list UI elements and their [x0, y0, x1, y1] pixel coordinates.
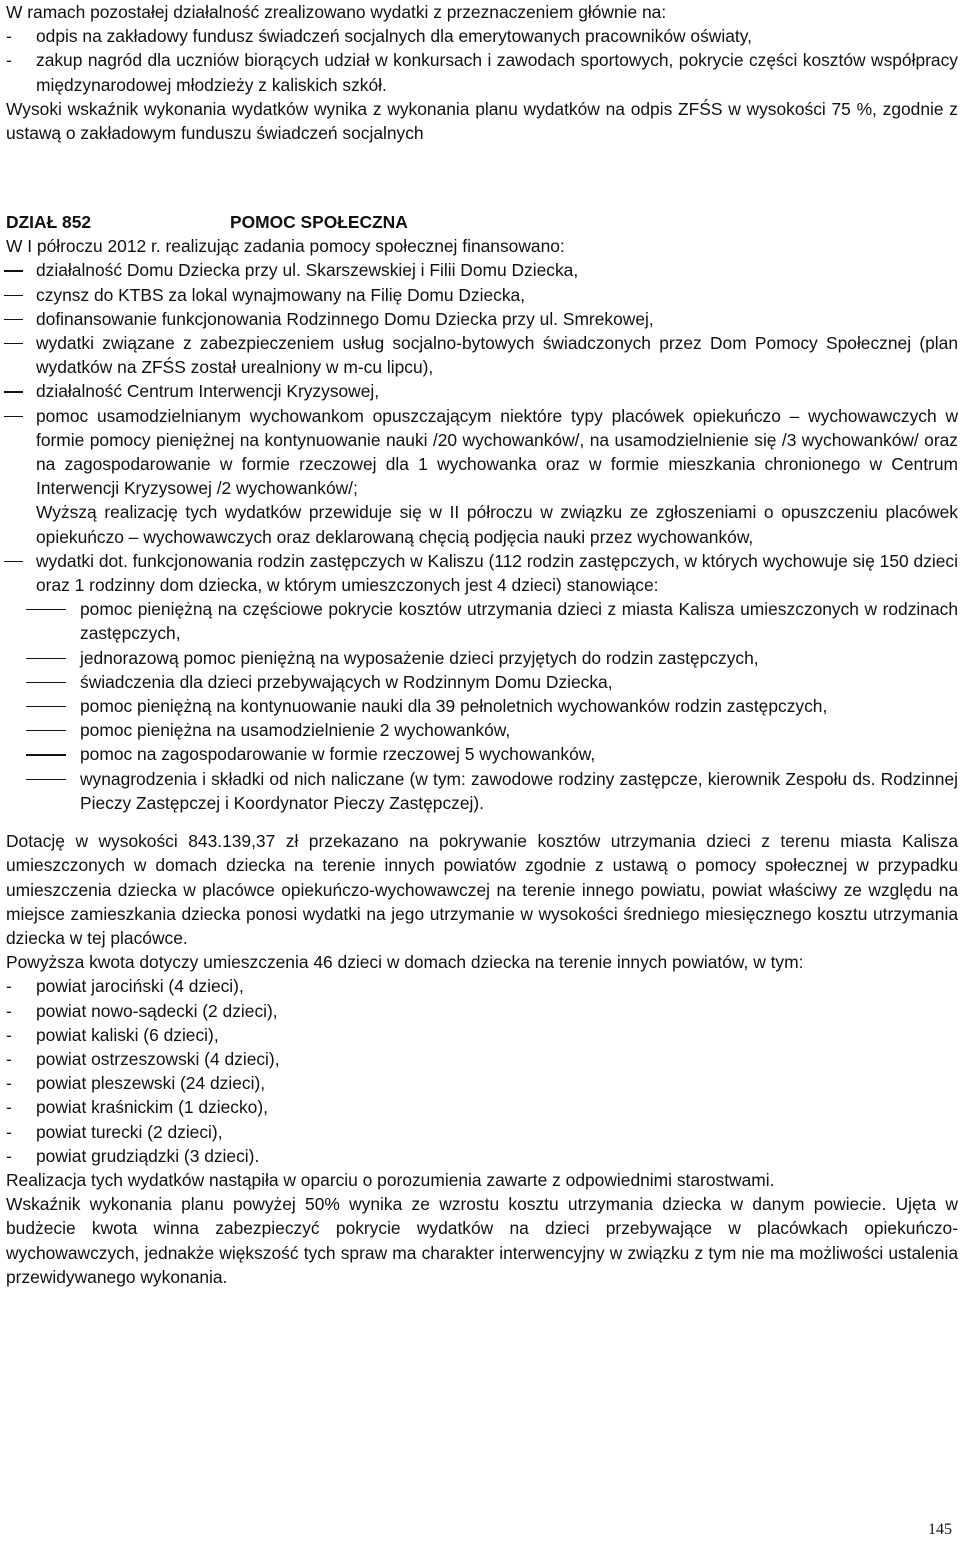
em-dash-marker	[26, 706, 66, 707]
powiat-text: powiat grudziądzki (3 dzieci).	[36, 1145, 260, 1166]
powiat-text: powiat kraśnickim (1 dziecko),	[36, 1097, 268, 1118]
intro-item-text: zakup nagród dla uczniów biorących udział w konkursach i zawodach sportowych, pokrycie części kosztów współpracy międzynarodowej młodzieży z kaliskich szkół.	[36, 50, 958, 95]
section-number: DZIAŁ 852	[6, 212, 92, 233]
intro-item-text: odpis na zakładowy fundusz świadczeń socjalnych dla emerytowanych pracowników oświaty,	[36, 26, 752, 47]
section-sub-item	[6, 597, 958, 645]
intro-note: Wysoki wskaźnik wykonania wydatków wynika z wykonania planu wydatków na odpis ZFŚS w wysokości 75 %, zgodnie z ustawą o zakładowym funduszu świadczeń socjalnych	[6, 98, 958, 144]
section-sub-item	[6, 767, 958, 815]
powiat-list-item	[6, 1144, 958, 1168]
section-item-extra-text: Wyższą realizację tych wydatków przewiduje się w II półroczu w związku ze zgłoszeniami o opuszczeniu placówek opiekuńczo – wychowawczych oraz deklarowaną chęcią podjęcia nauki przez wychowanków,	[36, 502, 958, 547]
section-list-item	[6, 283, 958, 307]
em-dash-marker	[4, 416, 23, 417]
section-list-item	[6, 549, 958, 597]
powiat-text: powiat jarociński (4 dzieci),	[36, 976, 244, 997]
dash-marker: -	[6, 1000, 12, 1021]
em-dash-marker	[26, 658, 66, 659]
dash-marker: -	[6, 976, 12, 997]
em-dash-marker	[4, 391, 23, 392]
sub-item-text: pomoc pieniężna na usamodzielnienie 2 wychowanków,	[80, 720, 511, 741]
section-heading	[6, 210, 958, 234]
dash-marker: -	[6, 1073, 12, 1094]
em-dash-marker	[26, 754, 66, 755]
page-number: 145	[928, 1521, 952, 1538]
section-sub-item	[6, 646, 958, 670]
section-title: POMOC SPOŁECZNA	[230, 212, 408, 233]
paragraph-gap	[6, 815, 958, 829]
powiat-text: powiat kaliski (6 dzieci),	[36, 1024, 219, 1045]
powiat-list-item	[6, 999, 958, 1023]
powiat-list-item	[6, 1120, 958, 1144]
section-item-text: pomoc usamodzielnianym wychowankom opuszczającym niektóre typy placówek opiekuńczo – wychowawczych w formie pomocy pieniężnej na kontynuowanie nauki /20 wychowanków/, na usamodzielnienie się /3 wychowanków/ oraz na zagospodarowanie w formie rzeczowej dla 1 wychowanka oraz w formie mieszkania chronionego w Centrum Interwencji Kryzysowej /2 wychowanków/;	[36, 405, 958, 499]
em-dash-marker	[4, 270, 23, 271]
powiat-text: powiat turecki (2 dzieci),	[36, 1121, 223, 1142]
powiat-list-item	[6, 1071, 958, 1095]
powiat-list-item	[6, 1023, 958, 1047]
dash-marker: -	[6, 50, 12, 71]
em-dash-marker	[4, 319, 23, 320]
section-list-item	[6, 379, 958, 403]
powiat-text: powiat nowo-sądecki (2 dzieci),	[36, 1000, 278, 1021]
em-dash-marker	[4, 561, 23, 562]
section-item-text: czynsz do KTBS za lokal wynajmowany na Filię Domu Dziecka,	[36, 284, 526, 305]
sub-item-text: pomoc na zagospodarowanie w formie rzeczowej 5 wychowanków,	[80, 744, 596, 765]
intro-line: W ramach pozostałej działalność zrealizowano wydatki z przeznaczeniem głównie na:	[6, 2, 667, 22]
powiat-text: powiat ostrzeszowski (4 dzieci),	[36, 1048, 280, 1069]
powiat-text: powiat pleszewski (24 dzieci),	[36, 1073, 266, 1094]
section-sub-item	[6, 718, 958, 742]
section-sub-item	[6, 670, 958, 694]
section-sub-item	[6, 694, 958, 718]
dash-marker: -	[6, 1145, 12, 1166]
section-lead: W I półroczu 2012 r. realizując zadania pomocy społecznej finansowano:	[6, 236, 565, 257]
em-dash-marker	[26, 779, 66, 780]
powiat-list-item	[6, 974, 958, 998]
section-item-text: wydatki dot. funkcjonowania rodzin zastępczych w Kaliszu (112 rodzin zastępczych, w których wychowuje się 150 dzieci oraz 1 rodzinny dom dziecka, w którym umieszczonych jest 4 dzieci) stanowiące:	[36, 550, 958, 596]
section-item-continuation	[6, 500, 958, 548]
dash-marker: -	[6, 1048, 12, 1069]
em-dash-marker	[26, 730, 66, 731]
section-item-text: działalność Domu Dziecka przy ul. Skarszewskiej i Filii Domu Dziecka,	[36, 260, 579, 281]
em-dash-marker	[4, 343, 23, 344]
section-item-text: dofinansowanie funkcjonowania Rodzinnego Domu Dziecka przy ul. Smrekowej,	[36, 308, 654, 329]
sub-item-text: pomoc pieniężną na częściowe pokrycie kosztów utrzymania dzieci z miasta Kalisza umieszczonych w rodzinach zastępczych,	[80, 599, 958, 644]
em-dash-marker	[4, 295, 23, 296]
dotacja-paragraph: Wskaźnik wykonania planu powyżej 50% wynika ze wzrostu kosztu utrzymania dziecka w danym powiecie. Ujęta w budżecie kwota winna zabezpieczyć pokrycie wydatków na dzieci przebywające w placówkach opiekuńczo-wychowawczych, jednakże większość tych spraw ma charakter interwencyjny w związku z tym nie ma możliwości ustalenia przewidywanego wykonania.	[6, 1194, 958, 1287]
document-page	[6, 0, 958, 1289]
section-sub-item	[6, 742, 958, 766]
dash-marker: -	[6, 1024, 12, 1045]
powiat-list-item	[6, 1095, 958, 1119]
section-list-item	[6, 331, 958, 379]
em-dash-marker	[26, 609, 66, 610]
sub-item-text: świadczenia dla dzieci przebywających w Rodzinnym Domu Dziecka,	[80, 671, 613, 692]
dash-marker: -	[6, 26, 12, 47]
dotacja-paragraph: Dotację w wysokości 843.139,37 zł przekazano na pokrywanie kosztów utrzymania dzieci z terenu miasta Kalisza umieszczonych w domach dziecka na terenie innych powiatów zgodnie z ustawą o pomocy społecznej w przypadku umieszczenia dziecka w placówce opiekuńczo-wychowawczej na terenie innego powiatu, powiat właściwy ze względu na miejsce zamieszkania dziecka ponosi wydatki na jego utrzymanie w wysokości średniego miesięcznego kosztu utrzymania dziecka w tej placówce.	[6, 831, 958, 948]
sub-item-text: jednorazową pomoc pieniężną na wyposażenie dzieci przyjętych do rodzin zastępczych,	[80, 647, 759, 668]
section-list-item	[6, 258, 958, 282]
dotacja-paragraph: Powyższa kwota dotyczy umieszczenia 46 dzieci w domach dziecka na terenie innych powiatów, w tym:	[6, 952, 804, 973]
section-list-item	[6, 307, 958, 331]
section-item-text: wydatki związane z zabezpieczeniem usług socjalno-bytowych świadczonych przez Dom Pomocy Społecznej (plan wydatków na ZFŚS został urealniony w m-cu lipcu),	[36, 333, 958, 378]
sub-item-text: wynagrodzenia i składki od nich naliczane (w tym: zawodowe rodziny zastępcze, kierownik Zespołu ds. Rodzinnej Pieczy Zastępczej i Koordynator Pieczy Zastępczej).	[80, 768, 958, 813]
sub-item-text: pomoc pieniężną na kontynuowanie nauki dla 39 pełnoletnich wychowanków rodzin zastępczych,	[80, 696, 828, 717]
section-item-text: działalność Centrum Interwencji Kryzysowej,	[36, 381, 380, 402]
intro-list-item	[6, 24, 958, 48]
intro-list-item	[6, 48, 958, 96]
powiat-list-item	[6, 1047, 958, 1071]
section-list-item	[6, 404, 958, 501]
dotacja-paragraph: Realizacja tych wydatków nastąpiła w oparciu o porozumienia zawarte z odpowiednimi starostwami.	[6, 1169, 775, 1190]
em-dash-marker	[26, 682, 66, 683]
dash-marker: -	[6, 1121, 12, 1142]
dash-marker: -	[6, 1097, 12, 1118]
